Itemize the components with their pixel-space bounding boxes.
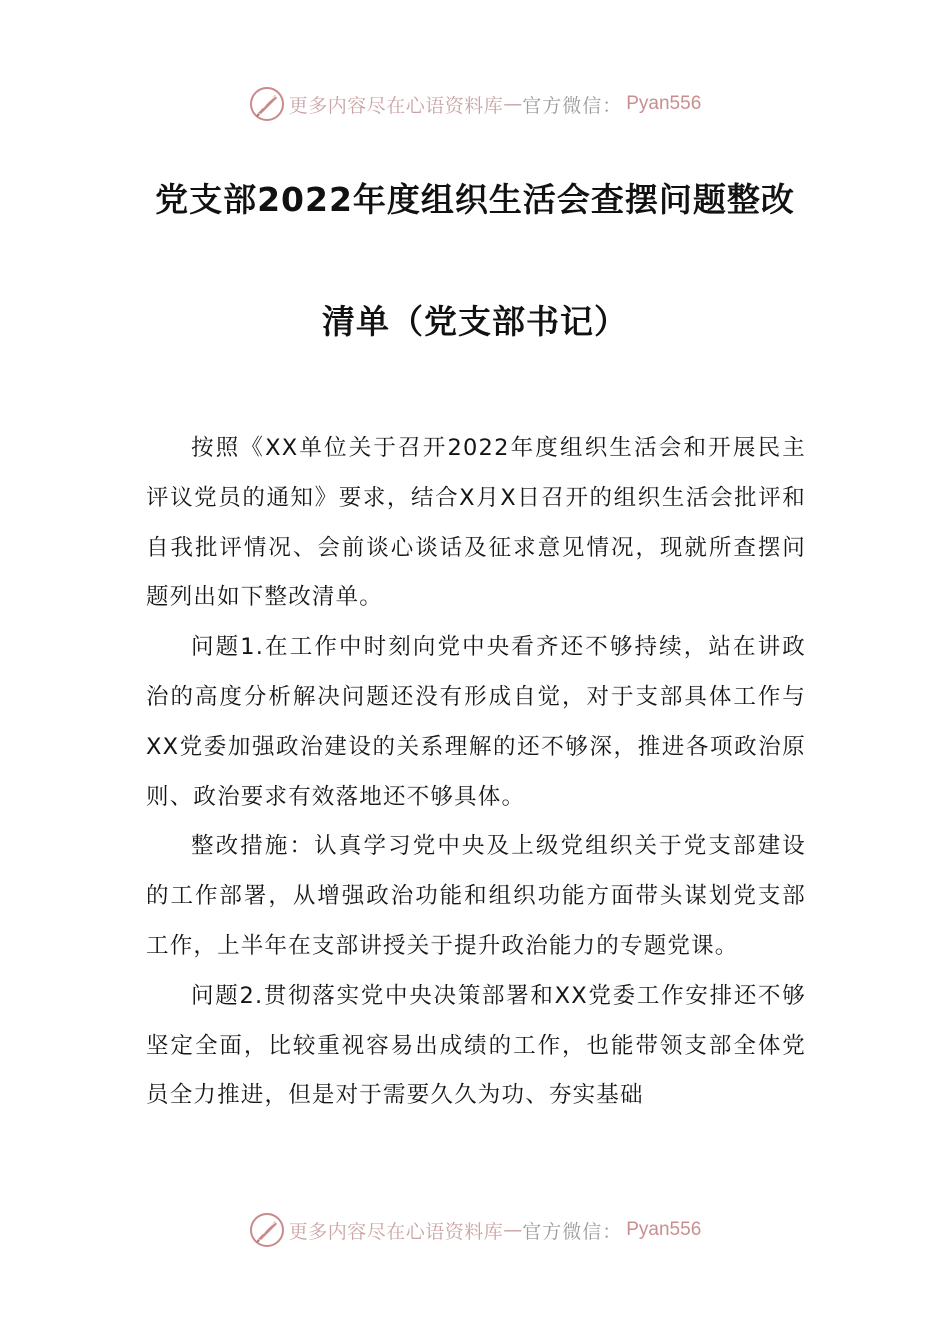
document-body xyxy=(146,424,806,1121)
paragraph-intro: 按照《XX单位关于召开2022年度组织生活会和开展民主评议党员的通知》要求，结合X月X日召开的组织生活会批评和自我批评情况、会前谈心谈话及征求意见情况，现就所查摆问题列出如下整改清单。 xyxy=(146,435,806,611)
watermark-promo-text: 更多内容尽在心语资料库 xyxy=(288,1220,504,1243)
quill-logo-icon xyxy=(249,1212,285,1248)
paragraph-measures-1: 整改措施：认真学习党中央及上级党组织关于党支部建设的工作部署，从增强政治功能和组织功能方面带头谋划党支部工作，上半年在支部讲授关于提升政治能力的专题党课。 xyxy=(146,833,806,959)
watermark-banner-top xyxy=(0,82,950,126)
watermark-dash: — xyxy=(503,93,523,115)
paragraph-problem-2: 问题2.贯彻落实党中央决策部署和XX党委工作安排还不够坚定全面，比较重视容易出成绩的工作，也能带领支部全体党员全力推进，但是对于需要久久为功、夯实基础 xyxy=(146,982,806,1109)
watermark-dash: — xyxy=(503,1219,523,1241)
watermark-label: 官方微信： xyxy=(522,94,623,117)
document-title-line1: 党支部2022年度组织生活会查摆问题整改 xyxy=(155,180,795,219)
watermark-wechat-id: Pyan556 xyxy=(626,1219,702,1240)
watermark-wechat-id: Pyan556 xyxy=(626,93,702,114)
watermark-promo-text: 更多内容尽在心语资料库 xyxy=(288,94,504,117)
document-title-line2: 清单（党支部书记） xyxy=(322,302,628,341)
watermark-banner-bottom xyxy=(0,1208,950,1252)
paragraph-problem-1: 问题1.在工作中时刻向党中央看齐还不够持续，站在讲政治的高度分析解决问题还没有形成自觉，对于支部具体工作与XX党委加强政治建设的关系理解的还不够深，推进各项政治原则、政治要求有效落地还不够具体。 xyxy=(146,634,806,810)
quill-logo-icon xyxy=(249,86,285,122)
watermark-label: 官方微信： xyxy=(522,1220,623,1243)
